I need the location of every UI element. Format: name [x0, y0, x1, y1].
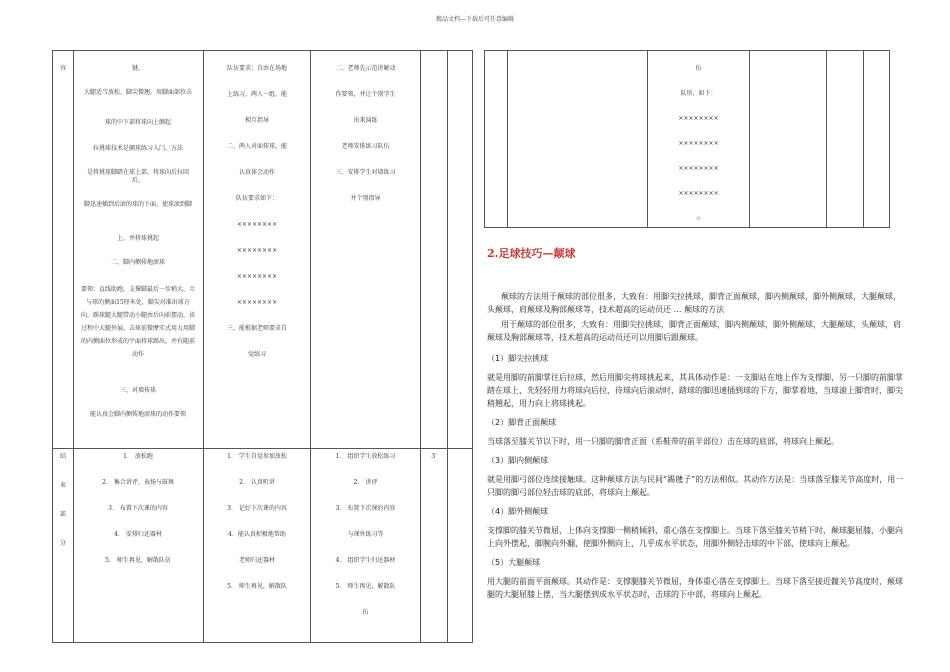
table-divider: [507, 51, 508, 227]
end-method-line: 伍: [362, 609, 369, 616]
end-method-line: 3． 布置下次课的内容: [335, 505, 396, 512]
section-heading: （3）脚内侧颠球: [487, 456, 549, 465]
student-activity-column: [204, 65, 310, 377]
formation-line: 伍: [695, 65, 702, 72]
method-line: 三、安排学生对墙练习: [335, 169, 396, 176]
time-value: 3': [431, 453, 437, 460]
activity-line: 觉练习: [247, 351, 266, 358]
content-line: 脚迅速插到后滚的球的下面，使球滚到脚: [83, 201, 192, 208]
end-content-line: 3． 布置下次课的内容: [108, 505, 168, 512]
end-content-line: 2． 集合讲评、表扬与鼓舞: [102, 479, 174, 486]
end-activity-line: 2． 认真听讲: [239, 479, 275, 486]
content-line: 键。: [131, 65, 144, 72]
end-content-line: 1． 放松跑: [123, 453, 153, 460]
content-line: 拉挑球技术是颠球练习入门，方法: [92, 145, 183, 152]
activity-line: 二、两人对面传球，能: [226, 143, 287, 150]
article-paragraph: 支撑脚的膝关节微屈，上体向支撑脚一侧稍倾斜，重心落在支撑脚上。当球下落至膝关节稍下时，颠球腿屈膝，小腿向上向外摆起，脚腕向外翻，使脚外侧向上，几乎成水平状态，用脚外侧轻击球的中下部，使球向上颠起。: [487, 526, 903, 548]
formation-table: [484, 50, 890, 228]
teacher-method-column: [311, 65, 420, 221]
teaching-content-column: [75, 65, 201, 425]
table-divider: [826, 51, 827, 227]
article-paragraph: 就是用脚弓部位连续接触球。这种颠球方法与民间“踢毽子”的方法相似。其动作方法是：当球落至膝关节高度时，用一只脚的脚弓部位轻击球的底部，将球向上颠起。: [487, 475, 904, 497]
section-heading: （1）脚尖拉挑球: [487, 354, 549, 363]
end-activity-line: 3． 记好下次课的内容: [227, 505, 287, 512]
method-line: 作要领，并让个别学生: [335, 91, 396, 98]
method-line: 老师安排练习队伍: [341, 143, 390, 150]
content-line: 是将挑球脚踏在球上部，将球向后拉回后，: [86, 169, 189, 184]
end-method-line: 1． 组织学生放松练习: [335, 453, 396, 460]
content-line: 二、脚内侧传地滚球: [110, 259, 165, 266]
table-divider: [863, 51, 864, 227]
end-method-line: 与课外练习等: [347, 531, 384, 538]
section-label-end: [53, 453, 73, 569]
content-line: 球的中下部将球向上颠起: [104, 119, 171, 126]
article-paragraph: 颠球的方法用于颠球的部位很多，大致有：用脚尖拉挑球，脚背正面颠球，脚内侧颠球，脚外侧颠球，大腿颠球，头颠球，肩颠球及胸部颠球等，技术超高的运动员还 … 颠球的方法: [487, 292, 901, 314]
end-activity-line: 1． 学生自觉参加放松: [227, 453, 287, 460]
article-paragraph: 用大腿的前面平面颠球。其动作是：支撑腿膝关节微屈，身体重心落在支撑脚上。当球下落至接近髋关节高度时，颠球腿的大腿屈膝上摆，当大腿摆到成水平状态时，击球的下中部，将球向上颠起。: [487, 577, 903, 599]
end-content-line: 4． 安排归还器材: [114, 531, 162, 538]
formation-cell: [648, 65, 749, 240]
article-paragraph: 当球落至膝关节以下时，用一只脚的脚背正面（系鞋带的前半部位）击在球的底部，将球向上颠起。: [487, 437, 839, 446]
section-label-char: 分: [59, 540, 66, 547]
section-heading: （5）大腿颠球: [487, 558, 541, 567]
section-label-char: 结: [59, 453, 66, 460]
content-line: 大腿适当放松，脚尖微翘，用脚面部位击: [83, 89, 192, 96]
formation-row: ××××××××: [678, 165, 719, 172]
article-paragraph: 就是用脚的前脚掌往后拉球，然后用脚尖将球挑起来，其具体动作是：一支脚站在地上作为支撑脚，另一只脚的前脚掌踏在球上，先轻轻用力将球向后拉，待球向后滚动时，踏球的脚迅速插到球的下方，脚掌着地，当球滚上脚背时，脚尖稍翘起，用力向上将球挑起。: [487, 373, 903, 408]
end-content-column: [75, 453, 201, 583]
table-divider: [420, 51, 421, 642]
teacher-star: ☆: [695, 215, 702, 222]
end-method-line: 4． 组织学生归还器材: [335, 557, 396, 564]
end-time-cell: [421, 453, 447, 461]
end-activity-line: 5． 师生再见，解散队: [227, 583, 287, 590]
table-divider: [447, 51, 448, 642]
formation-row: ××××××××: [678, 190, 719, 197]
end-method-column: [311, 453, 420, 635]
page-header-note: 精品文档---下载后可任意编辑: [435, 16, 515, 23]
section-label-char: 部: [59, 511, 66, 518]
end-activity-column: [204, 453, 310, 609]
formation-row: ××××××××: [678, 140, 719, 147]
activity-line: 三、能根据老师要求自: [226, 325, 287, 332]
activity-line: 上练习，两人一组，能: [226, 91, 287, 98]
article-paragraph: 用于颠球的部位很多，大致有：用脚尖拉挑球，脚背正面颠球，脚内侧颠球，脚外侧颠球，大腿颠球，头颠球，肩颠球及胸部颠球等，技术超高的运动员还可以用脚后跟颠球。: [487, 320, 901, 342]
activity-line: 相互指导: [244, 117, 269, 124]
lesson-plan-table: [52, 50, 473, 643]
method-line: 出来演练: [353, 117, 378, 124]
section-heading: （4）脚外侧颠球: [487, 507, 549, 516]
content-line: 三、对墙传球: [119, 387, 156, 394]
table-divider: [53, 448, 472, 449]
formation-line: 队形，如下：: [680, 90, 717, 97]
formation-row: ××××××××: [678, 115, 719, 122]
article-body: [487, 290, 905, 601]
content-line: 要领：直线助跑，支撑脚最后一步稍大，立与球的侧面15厘米处，脚尖对准出球方向，踢球腿大腿带动小腿由后向前摆动，该过程中大腿外展，击球前微摩实式用力用脚的内侧面位形成的平面将球踢出，并有随前动作: [81, 286, 196, 358]
formation-row: ××××××××: [236, 299, 278, 306]
formation-row: ××××××××: [236, 247, 278, 254]
activity-line: 队伍要求如下：: [235, 195, 278, 202]
section-label-char: 束: [59, 482, 66, 489]
table-divider: [749, 51, 750, 227]
method-line: 并个别指导: [350, 195, 381, 202]
section-heading: （2）脚背正面颠球: [487, 418, 557, 427]
article-title: 2.足球技巧—颠球: [487, 247, 576, 260]
content-line: 能认真会脚内侧传地滚球的动作要领: [89, 411, 186, 418]
table-divider: [73, 51, 74, 642]
activity-line: 队伍要求：自由在场地: [226, 65, 287, 72]
formation-row: ××××××××: [236, 273, 278, 280]
section-label-content: [53, 65, 73, 73]
end-content-line: 5． 师生再见，解散队伍: [105, 557, 171, 564]
end-method-line: 5． 师生再见，解散队: [335, 583, 396, 590]
end-activity-line: 老师归还器材: [238, 557, 275, 564]
end-activity-line: 4．能认真积极地帮助: [228, 531, 286, 538]
content-line: 上，并将球挑起: [116, 235, 159, 242]
section-label-text: 容: [59, 65, 66, 72]
activity-line: 认真体会动作: [238, 169, 275, 176]
method-line: 二、老师先示范讲解动: [335, 65, 396, 72]
end-method-line: 2． 讲评: [353, 479, 378, 486]
formation-row: ××××××××: [236, 221, 278, 228]
